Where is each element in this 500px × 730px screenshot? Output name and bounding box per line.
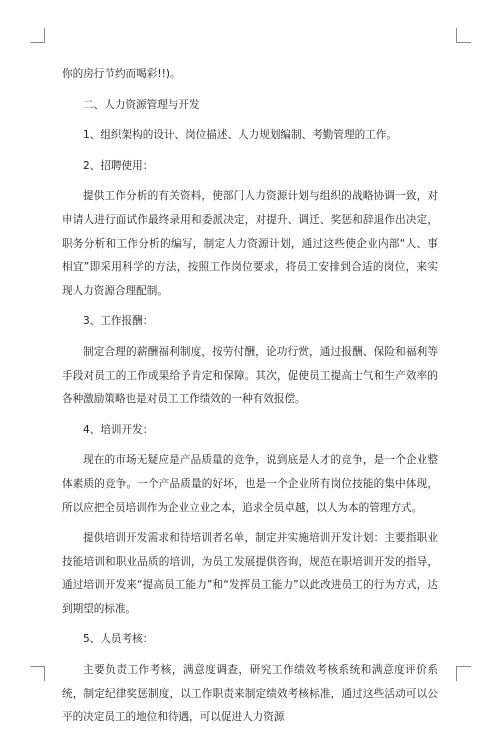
crop-mark-top-left [30, 28, 45, 43]
item-heading: 5、人员考核： [83, 633, 154, 646]
crop-mark-top-right [456, 28, 471, 43]
document-body [62, 63, 438, 730]
body-paragraph: 主要负责工作考核，满意度调查，研究工作绩效考核系统和满意度评价系统，制定纪律奖惩制度，以工作职责来制定绩效考核标准，通过这些活动可以公平的决定员工的地位和待遇，可以促进人力资源 [62, 664, 438, 724]
crop-mark-bottom-left [30, 666, 45, 681]
item-heading: 4、培训开发： [83, 423, 154, 436]
paragraph-continuation: 你的房行节约而喝彩!!)。 [62, 68, 181, 80]
item-heading: 1、组织架构的设计、岗位描述、人力规划编制、考勤管理的工作。 [83, 129, 397, 142]
body-paragraph: 制定合理的薪酬福利制度，按劳付酬，论功行赏，通过报酬、保险和福利等手段对员工的工作成果给予肯定和保障。其次，促使员工提高士气和生产效率的各种激励策略也是对员工工作绩效的一种有效报偿。 [62, 345, 438, 406]
crop-mark-bottom-right [456, 666, 471, 681]
body-paragraph: 提供工作分析的有关资料，使部门人力资源计划与组织的战略协调一致，对申请人进行面试作最终录用和委派决定，对提升、调迁、奖惩和辞退作出决定，职务分析和工作分析的编写，制定人力资源计划，通过这些使企业内部“人、事相宜”即采用科学的方法，按照工作岗位要求，将员工安排到合适的岗位，来实现人力资源合理配制。 [62, 190, 438, 297]
body-paragraph: 提供培训开发需求和待培训者名单，制定并实施培训开发计划：主要指职业技能培训和职业品质的培训，为员工发展提供咨询，规范在职培训开发的指导，通过培训开发来“提高员工能力”和“发挥员工能力”以此改进员工的行为方式，达到期望的标准。 [62, 532, 438, 615]
item-heading: 3、工作报酬： [83, 315, 154, 328]
body-paragraph: 现在的市场无疑应是产品质量的竞争，说到底是人才的竞争，是一个企业整体素质的竞争。一个产品质量的好坏，也是一个企业所有岗位技能的集中体现，所以应把全员培训作为企业立业之本，追求全员卓越，以人为本的管理方式。 [62, 454, 438, 514]
item-heading: 2、招聘使用： [83, 159, 154, 172]
section-heading: 二、人力资源管理与开发 [83, 98, 200, 111]
